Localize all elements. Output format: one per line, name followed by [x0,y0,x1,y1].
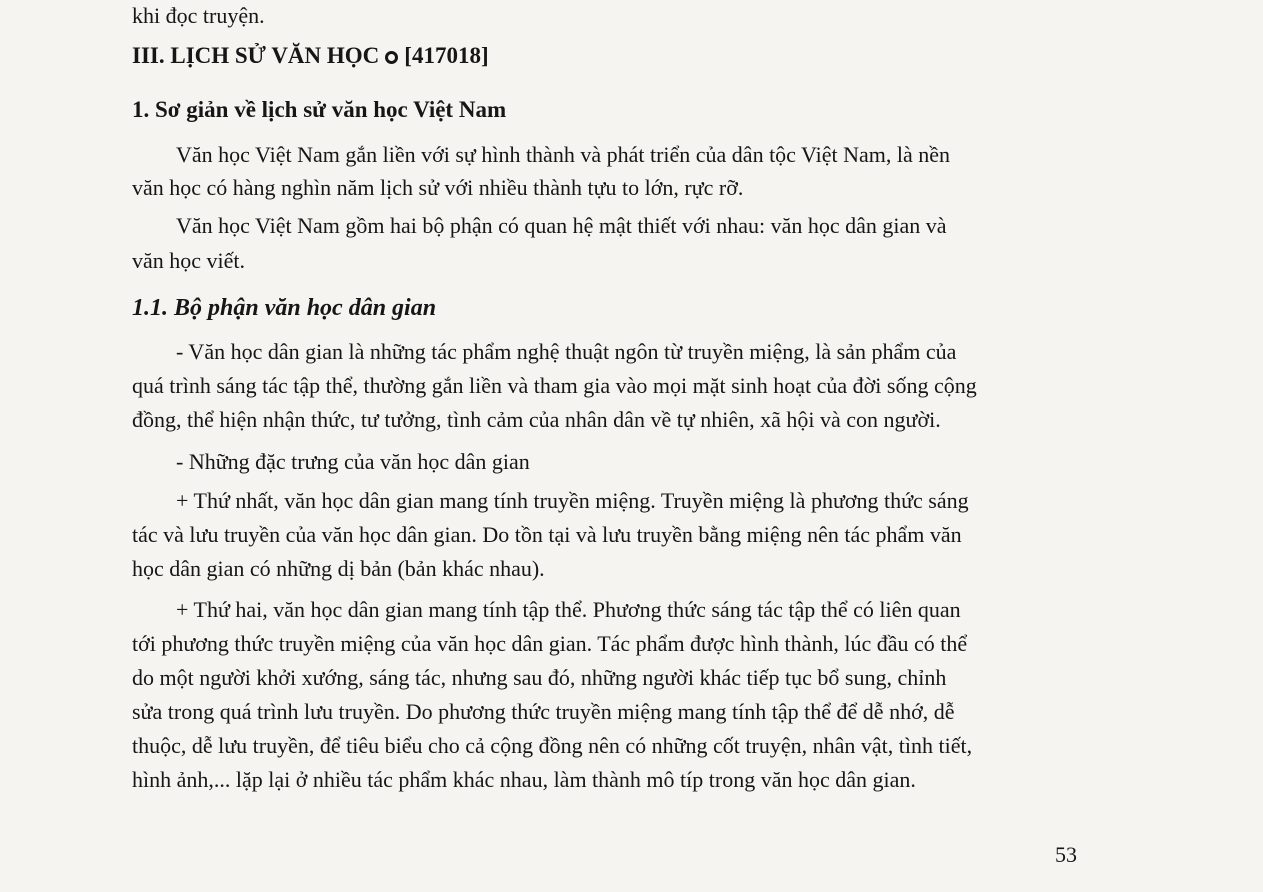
subsection-heading: 1. Sơ giản về lịch sử văn học Việt Nam [132,97,507,122]
page-number: 53 [1055,842,1077,867]
paragraph-line: Văn học Việt Nam gắn liền với sự hình thành và phát triển của dân tộc Việt Nam, là nền [176,142,951,167]
paragraph-line: + Thứ nhất, văn học dân gian mang tính truyền miệng. Truyền miệng là phương thức sáng [176,488,969,513]
paragraph-line: thuộc, dễ lưu truyền, để tiêu biểu cho cả cộng đồng nên có những cốt truyện, nhân vật, tình tiết, [132,733,973,758]
paragraph-line: văn học có hàng nghìn năm lịch sử với nhiều thành tựu to lớn, rực rỡ. [132,175,744,200]
section-title: III. LỊCH SỬ VĂN HỌC [132,43,380,68]
paragraph-line: hình ảnh,... lặp lại ở nhiều tác phẩm khác nhau, làm thành mô típ trong văn học dân gian. [132,767,916,792]
paragraph-line: do một người khởi xướng, sáng tác, nhưng sau đó, những người khác tiếp tục bổ sung, chỉnh [132,665,947,690]
paragraph-line: - Văn học dân gian là những tác phẩm nghệ thuật ngôn từ truyền miệng, là sản phẩm của [176,339,957,364]
paragraph-line: văn học viết. [132,248,246,273]
top-fragment: khi đọc truyện. [132,3,265,28]
paragraph-line: đồng, thể hiện nhận thức, tư tưởng, tình cảm của nhân dân về tự nhiên, xã hội và con người. [132,407,941,432]
paragraph-line: - Những đặc trưng của văn học dân gian [176,449,530,474]
paragraph-line: quá trình sáng tác tập thể, thường gắn liền và tham gia vào mọi mặt sinh hoạt của đời sống cộng [132,373,977,398]
paragraph-line: Văn học Việt Nam gồm hai bộ phận có quan hệ mật thiết với nhau: văn học dân gian và [176,213,947,238]
paragraph-line: + Thứ hai, văn học dân gian mang tính tập thể. Phương thức sáng tác tập thể có liên quan [176,597,961,622]
paragraph-line: tới phương thức truyền miệng của văn học dân gian. Tác phẩm được hình thành, lúc đầu có thể [132,631,968,656]
circle-icon [385,51,398,64]
section-heading [132,42,489,70]
subsubsection-heading: 1.1. Bộ phận văn học dân gian [132,295,437,321]
paragraph-line: sửa trong quá trình lưu truyền. Do phương thức truyền miệng mang tính tập thể để dễ nhớ, dễ [132,699,955,724]
paragraph-line: tác và lưu truyền của văn học dân gian. Do tồn tại và lưu truyền bằng miệng nên tác phẩm văn [132,522,962,547]
section-code: [417018] [404,43,489,68]
paragraph-line: học dân gian có những dị bản (bản khác nhau). [132,556,545,581]
